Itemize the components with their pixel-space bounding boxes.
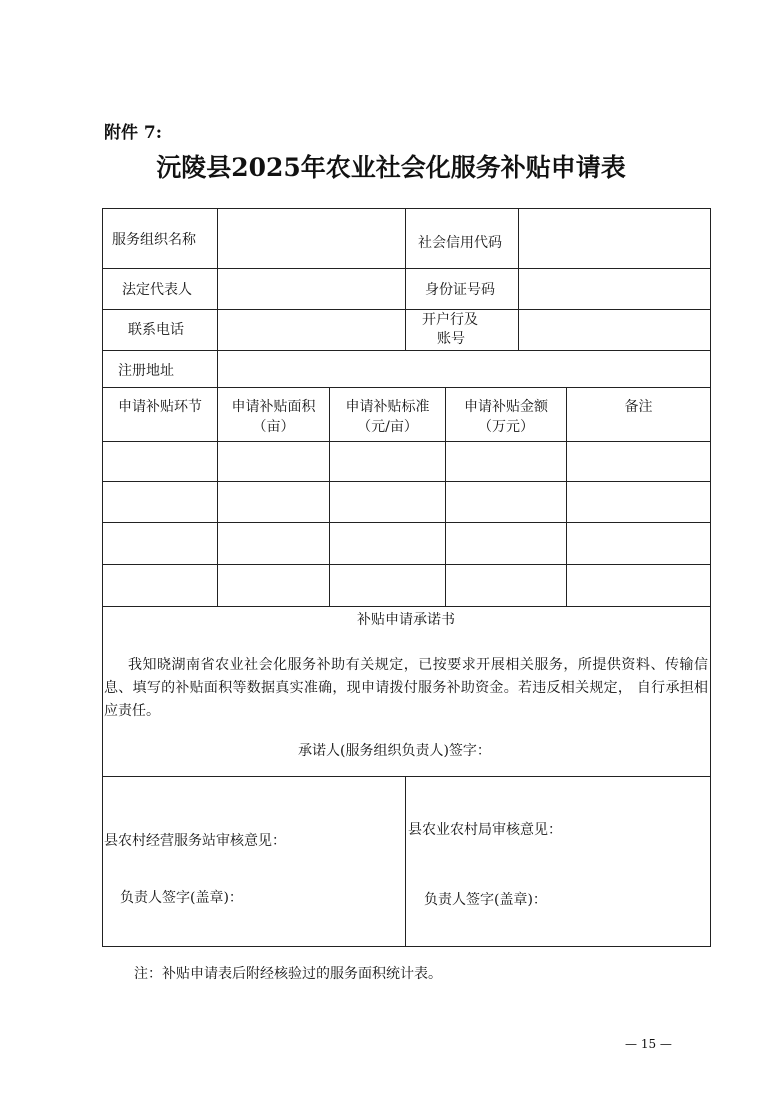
footnote: 注：补贴申请表后附经核验过的服务面积统计表。 <box>134 966 442 982</box>
label-legal-rep: 法定代表人 <box>122 282 192 298</box>
bureau-signature: 负责人签字(盖章)： <box>424 892 547 908</box>
page-title: 沅陵县2025年农业社会化服务补贴申请表 <box>156 153 626 182</box>
col-header-stage: 申请补贴环节 <box>118 399 202 415</box>
label-phone: 联系电话 <box>128 322 184 338</box>
col-header-area: 申请补贴面积 （亩） <box>231 399 316 435</box>
station-signature: 负责人签字(盖章)： <box>120 890 243 906</box>
commitment-signature: 承诺人(服务组织负责人)签字： <box>298 743 491 759</box>
label-org-name: 服务组织名称 <box>112 232 196 248</box>
label-bank-1: 开户行及 <box>422 312 478 328</box>
attachment-label: 附件 7: <box>104 123 163 143</box>
station-review-label: 县农村经营服务站审核意见： <box>104 833 286 849</box>
label-address: 注册地址 <box>118 363 174 379</box>
label-bank-2: 账号 <box>437 331 465 347</box>
col-header-amount: 申请补贴金额 （万元） <box>464 399 548 435</box>
bureau-review-label: 县农业农村局审核意见： <box>408 822 562 838</box>
commitment-title: 补贴申请承诺书 <box>357 612 455 628</box>
commitment-body: 我知晓湖南省农业社会化服务补助有关规定，已按要求开展相关服务，所提供资料、传输信息、填写的补贴面积等数据真实准确，现申请拨付服务补助资金。若违反相关规定， 自行承担相应责任。 <box>104 657 708 719</box>
label-credit-code: 社会信用代码 <box>418 235 502 251</box>
label-id-number: 身份证号码 <box>425 282 495 298</box>
col-header-remarks: 备注 <box>624 399 653 415</box>
col-header-standard: 申请补贴标准 （元/亩） <box>345 399 430 435</box>
page-number: — 15 — <box>625 1037 672 1051</box>
